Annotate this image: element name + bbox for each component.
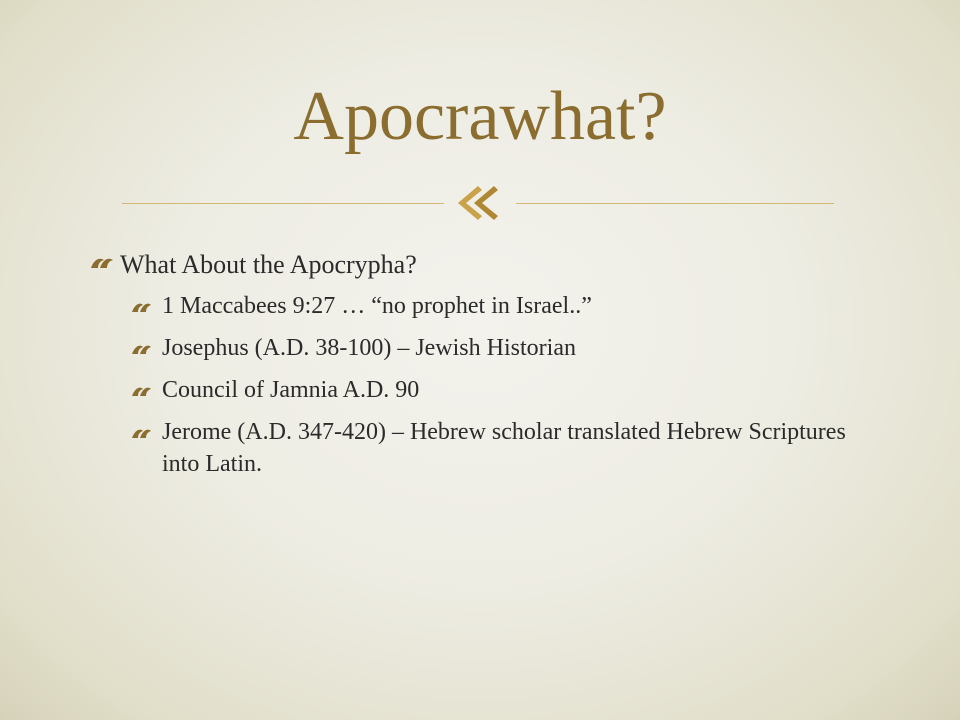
title-divider-left [122,203,444,204]
sub-bullet-text: 1 Maccabees 9:27 … “no prophet in Israel..” [162,293,592,319]
sub-bullet-text: Jerome (A.D. 347-420) – Hebrew scholar translated Hebrew Scriptures into Latin. [162,419,846,477]
fleuron-bullet-icon [130,382,156,400]
sub-bullet-item [130,290,850,322]
double-chevron-ornament-icon [452,180,508,226]
fleuron-bullet-icon [130,298,156,316]
sub-bullet-item [130,416,850,480]
sub-bullet-item [130,374,850,406]
title-divider-right [516,203,834,204]
sub-bullet-text: Josephus (A.D. 38-100) – Jewish Historian [162,335,576,361]
fleuron-bullet-icon [130,424,156,442]
fleuron-bullet-icon [88,253,118,273]
sub-bullet-text: Council of Jamnia A.D. 90 [162,377,420,403]
slide-title: Apocrawhat? [293,78,667,155]
main-bullet-item [88,248,417,282]
sub-bullet-item [130,332,850,364]
main-bullet-text: What About the Apocrypha? [120,250,417,279]
fleuron-bullet-icon [130,340,156,358]
